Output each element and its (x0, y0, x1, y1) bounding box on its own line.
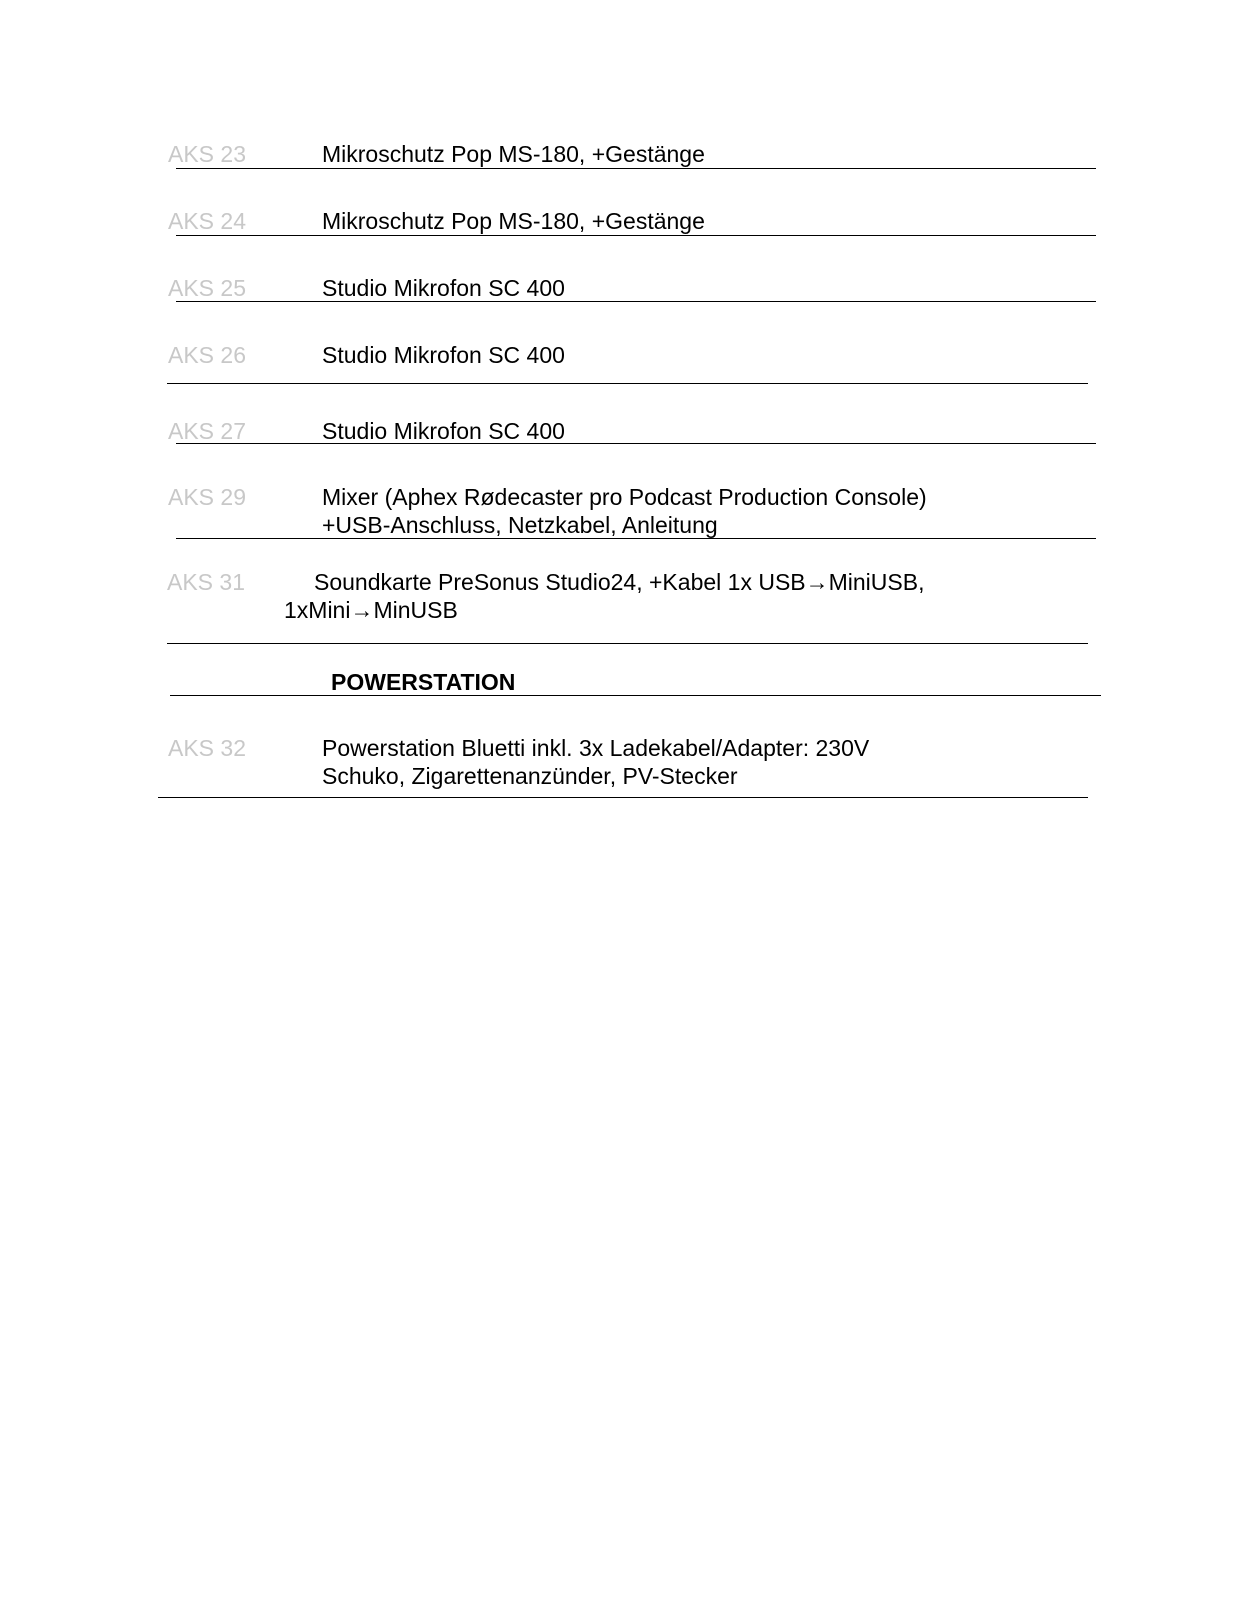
item-description: Soundkarte PreSonus Studio24, +Kabel 1x USB→MiniUSB, (314, 569, 925, 595)
item-description: Mixer (Aphex Rødecaster pro Podcast Production Console) (322, 484, 927, 510)
item-code: AKS 24 (168, 208, 246, 234)
item-description: Powerstation Bluetti inkl. 3x Ladekabel/Adapter: 230V (322, 735, 870, 761)
row-divider (176, 443, 1096, 444)
row-divider (176, 168, 1096, 169)
item-code: AKS 32 (168, 735, 246, 761)
row-divider (167, 643, 1088, 644)
item-description-continued: Schuko, Zigarettenanzünder, PV-Stecker (322, 763, 738, 789)
item-code: AKS 29 (168, 484, 246, 510)
item-code: AKS 31 (167, 569, 245, 595)
item-description: Studio Mikrofon SC 400 (322, 275, 565, 301)
item-description-continued: +USB-Anschluss, Netzkabel, Anleitung (322, 512, 718, 538)
item-description: Mikroschutz Pop MS-180, +Gestänge (322, 141, 705, 167)
row-divider (158, 797, 1088, 798)
row-divider (176, 235, 1096, 236)
row-divider (176, 538, 1096, 539)
item-code: AKS 26 (168, 342, 246, 368)
item-description-continued: 1xMini→MinUSB (284, 597, 458, 623)
row-divider (176, 301, 1096, 302)
item-description: Studio Mikrofon SC 400 (322, 418, 565, 444)
section-divider (170, 695, 1101, 696)
item-description: Mikroschutz Pop MS-180, +Gestänge (322, 208, 705, 234)
section-heading: POWERSTATION (331, 669, 516, 695)
item-code: AKS 23 (168, 141, 246, 167)
item-code: AKS 25 (168, 275, 246, 301)
row-divider (167, 383, 1088, 384)
item-description: Studio Mikrofon SC 400 (322, 342, 565, 368)
item-code: AKS 27 (168, 418, 246, 444)
